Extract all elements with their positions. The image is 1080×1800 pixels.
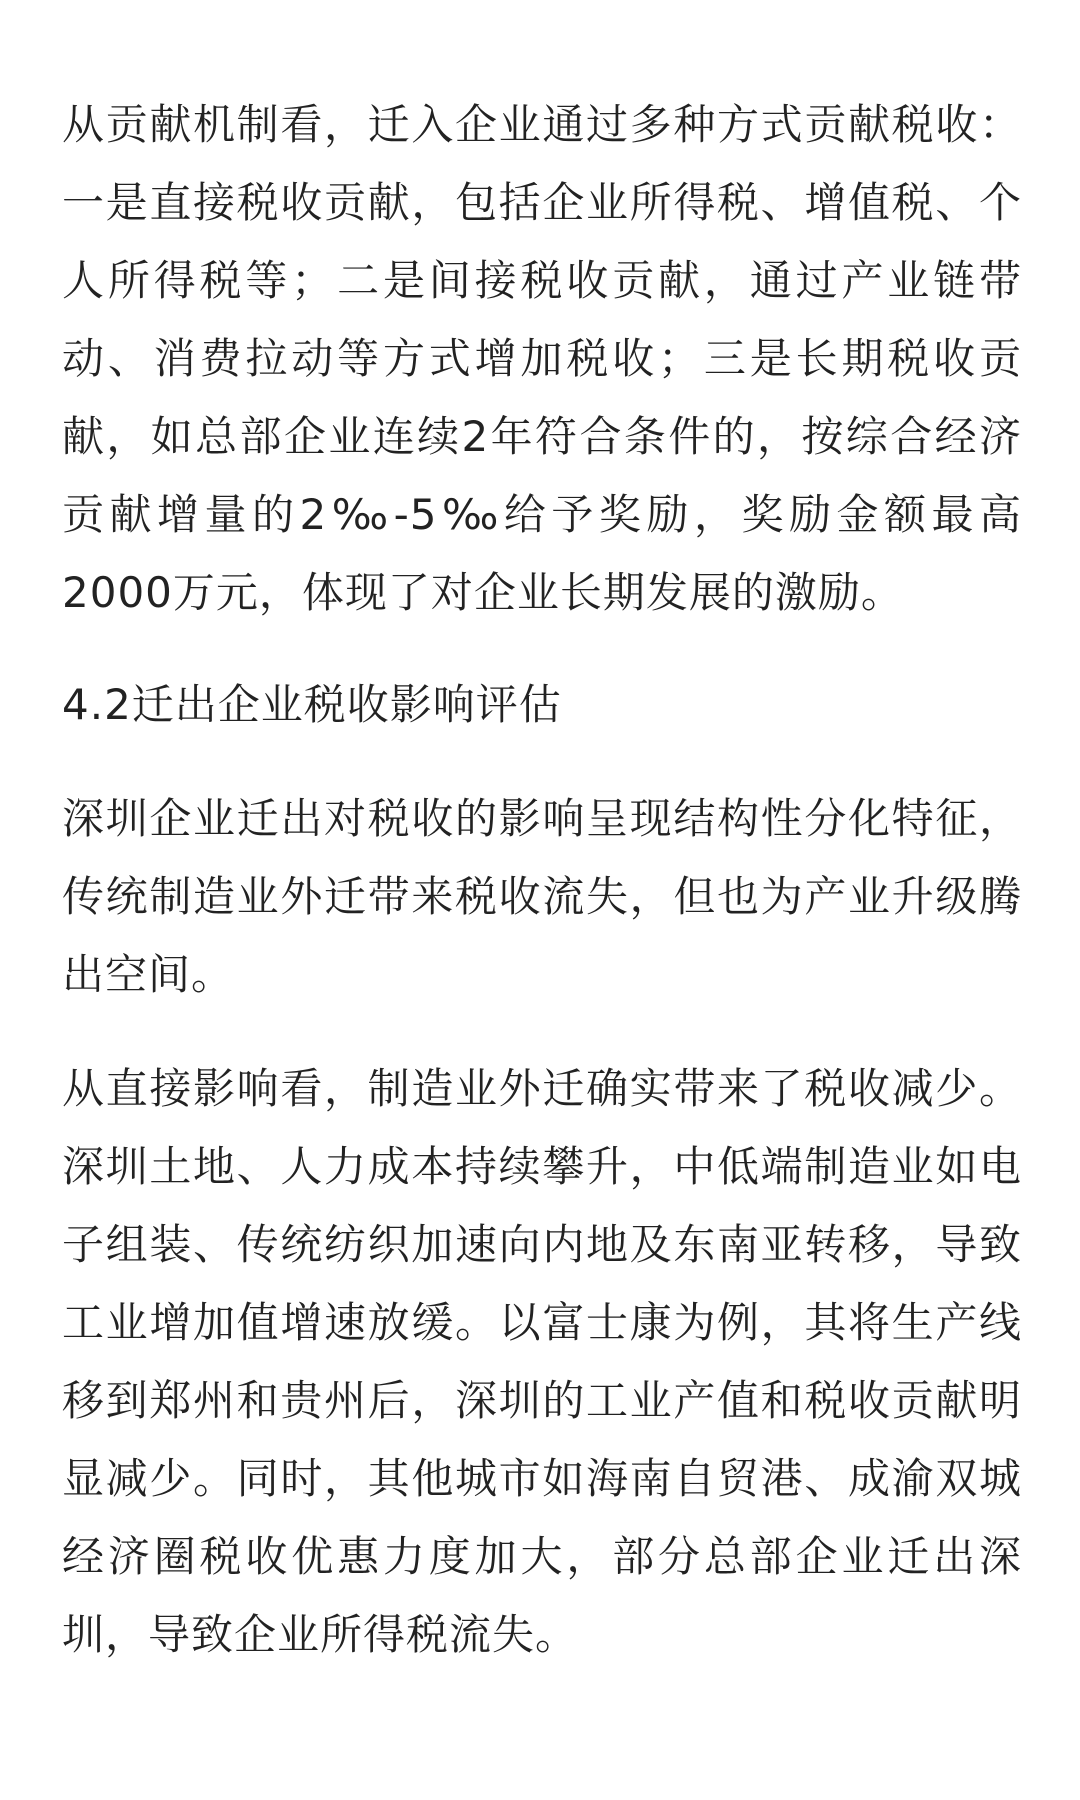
paragraph-relocation-impact: 深圳企业迁出对税收的影响呈现结构性分化特征，传统制造业外迁带来税收流失，但也为产业升级腾出空间。 bbox=[62, 794, 1022, 999]
section-heading: 4.2迁出企业税收影响评估 bbox=[62, 680, 562, 729]
paragraph-contribution-mechanism: 从贡献机制看，迁入企业通过多种方式贡献税收：一是直接税收贡献，包括企业所得税、增值税、个人所得税等；二是间接税收贡献，通过产业链带动、消费拉动等方式增加税收；三是长期税收贡献，如总部企业连续2年符合条件的，按综合经济贡献增量的2‰-5‰给予奖励，奖励金额最高2000万元，体现了对企业长期发展的激励。 bbox=[62, 100, 1022, 617]
paragraph-direct-impact: 从直接影响看，制造业外迁确实带来了税收减少。深圳土地、人力成本持续攀升，中低端制造业如电子组装、传统纺织加速向内地及东南亚转移，导致工业增加值增速放缓。以富士康为例，其将生产线移到郑州和贵州后，深圳的工业产值和税收贡献明显减少。同时，其他城市如海南自贸港、成渝双城经济圈税收优惠力度加大，部分总部企业迁出深圳，导致企业所得税流失。 bbox=[62, 1064, 1022, 1659]
